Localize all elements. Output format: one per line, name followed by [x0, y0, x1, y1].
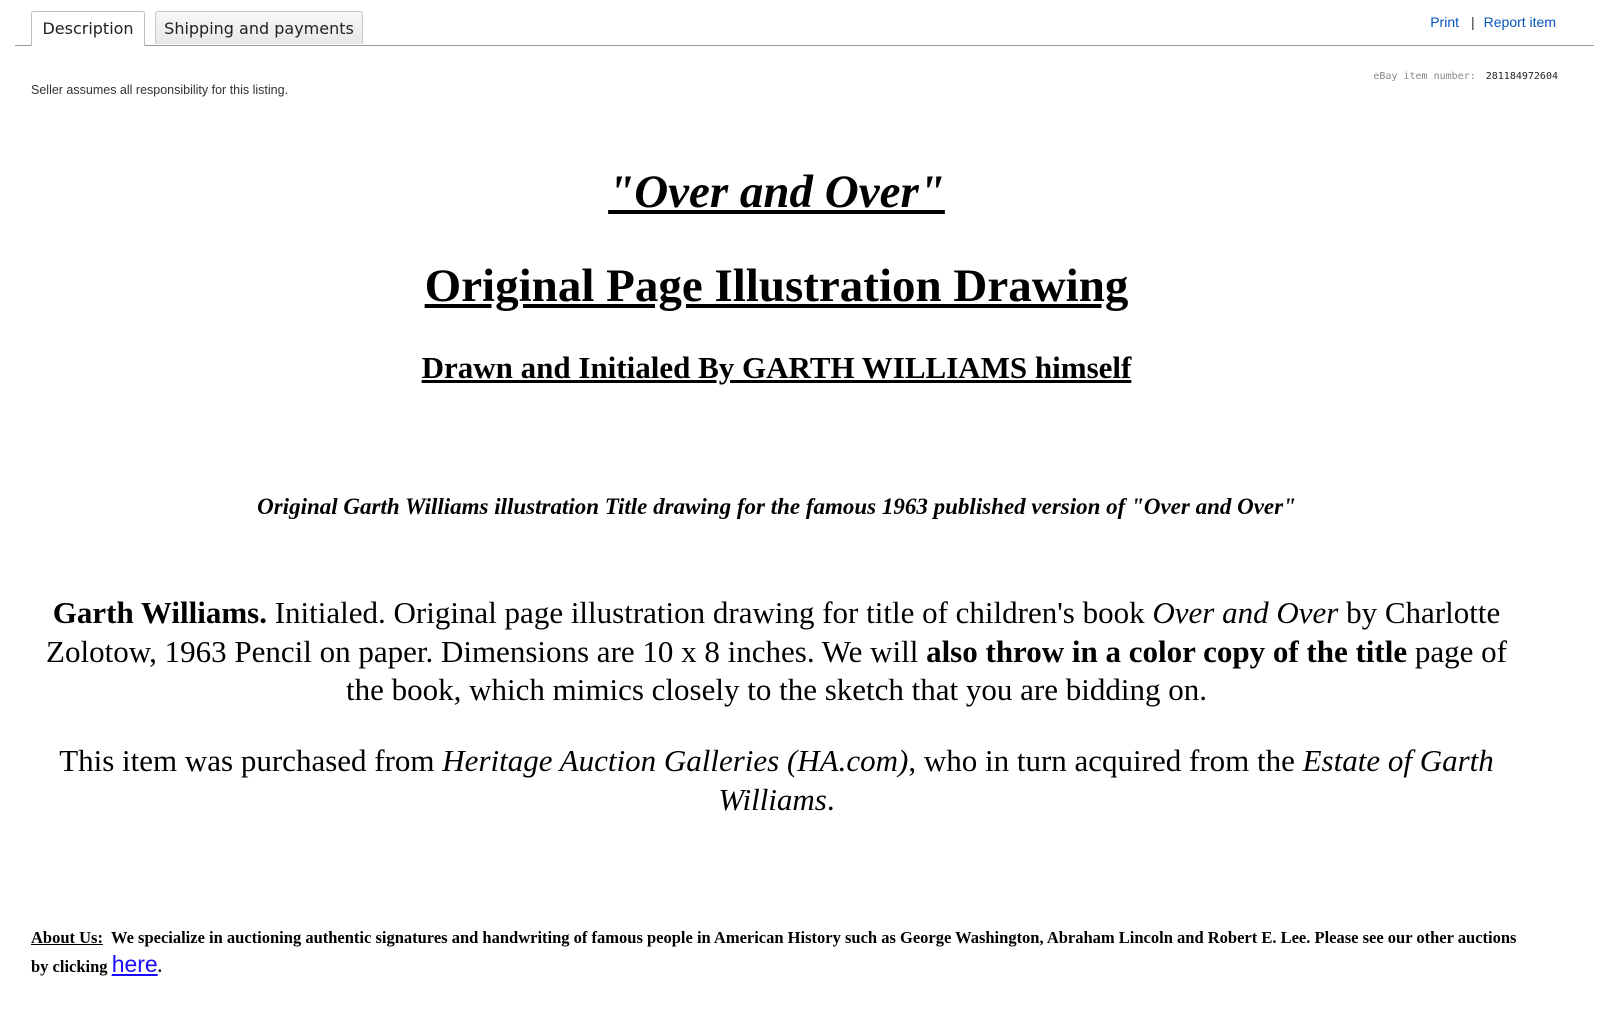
para2-text-b: , who in turn acquired from the [908, 743, 1303, 778]
listing-tagline: Original Garth Williams illustration Title drawing for the famous 1963 published version of "Over and Over" [257, 494, 1296, 519]
description-paragraph-2 [40, 742, 1513, 819]
para2-text-c: . [826, 781, 835, 817]
tab-shipping-and-payments[interactable]: Shipping and payments [155, 11, 363, 44]
tab-bar [15, 0, 1594, 46]
seller-responsibility-note: Seller assumes all responsibility for this listing. [31, 83, 289, 97]
top-links [1430, 14, 1556, 30]
para2-text-a: This item was purchased from [59, 743, 443, 778]
listing-drawn-by: Drawn and Initialed By GARTH WILLIAMS himself [421, 350, 1132, 385]
artist-name: Garth Williams. [52, 595, 267, 630]
provenance-source: Heritage Auction Galleries (HA.com) [442, 743, 909, 778]
other-auctions-link[interactable]: here [111, 951, 158, 977]
para1-text-c: page of the book, which mimics closely to the sketch that you are bidding on. [346, 633, 1507, 707]
item-number [1373, 71, 1558, 82]
about-us [31, 924, 1531, 980]
listing-subtitle: Original Page Illustration Drawing [424, 260, 1129, 312]
link-separator: | [1471, 14, 1475, 30]
description-paragraph-1 [40, 594, 1513, 710]
para1-text-b: by Charlotte Zolotow, 1963 Pencil on paper. Dimensions are 10 x 8 inches. We will [46, 595, 1501, 669]
bonus-offer: also throw in a color copy of the title [926, 633, 1408, 669]
tab-description[interactable]: Description [31, 11, 145, 46]
item-number-value: 281184972604 [1485, 71, 1558, 82]
book-title: Over and Over [1152, 595, 1339, 630]
about-us-label: About Us: [31, 928, 103, 947]
listing-title: "Over and Over" [608, 166, 945, 218]
about-us-text: We specialize in auctioning authentic signatures and handwriting of famous people in American History such as George Washington, Abraham Lincoln and Robert E. Lee. Please see our other auctions by clicking [31, 928, 1517, 976]
report-item-link[interactable]: Report item [1483, 14, 1556, 30]
about-us-end: . [157, 957, 162, 976]
item-number-label: eBay item number: [1373, 71, 1476, 82]
provenance-estate: Estate of Garth Williams [718, 743, 1494, 817]
print-link[interactable]: Print [1430, 14, 1459, 30]
para1-text-a: Initialed. Original page illustration drawing for title of children's book [266, 595, 1153, 630]
